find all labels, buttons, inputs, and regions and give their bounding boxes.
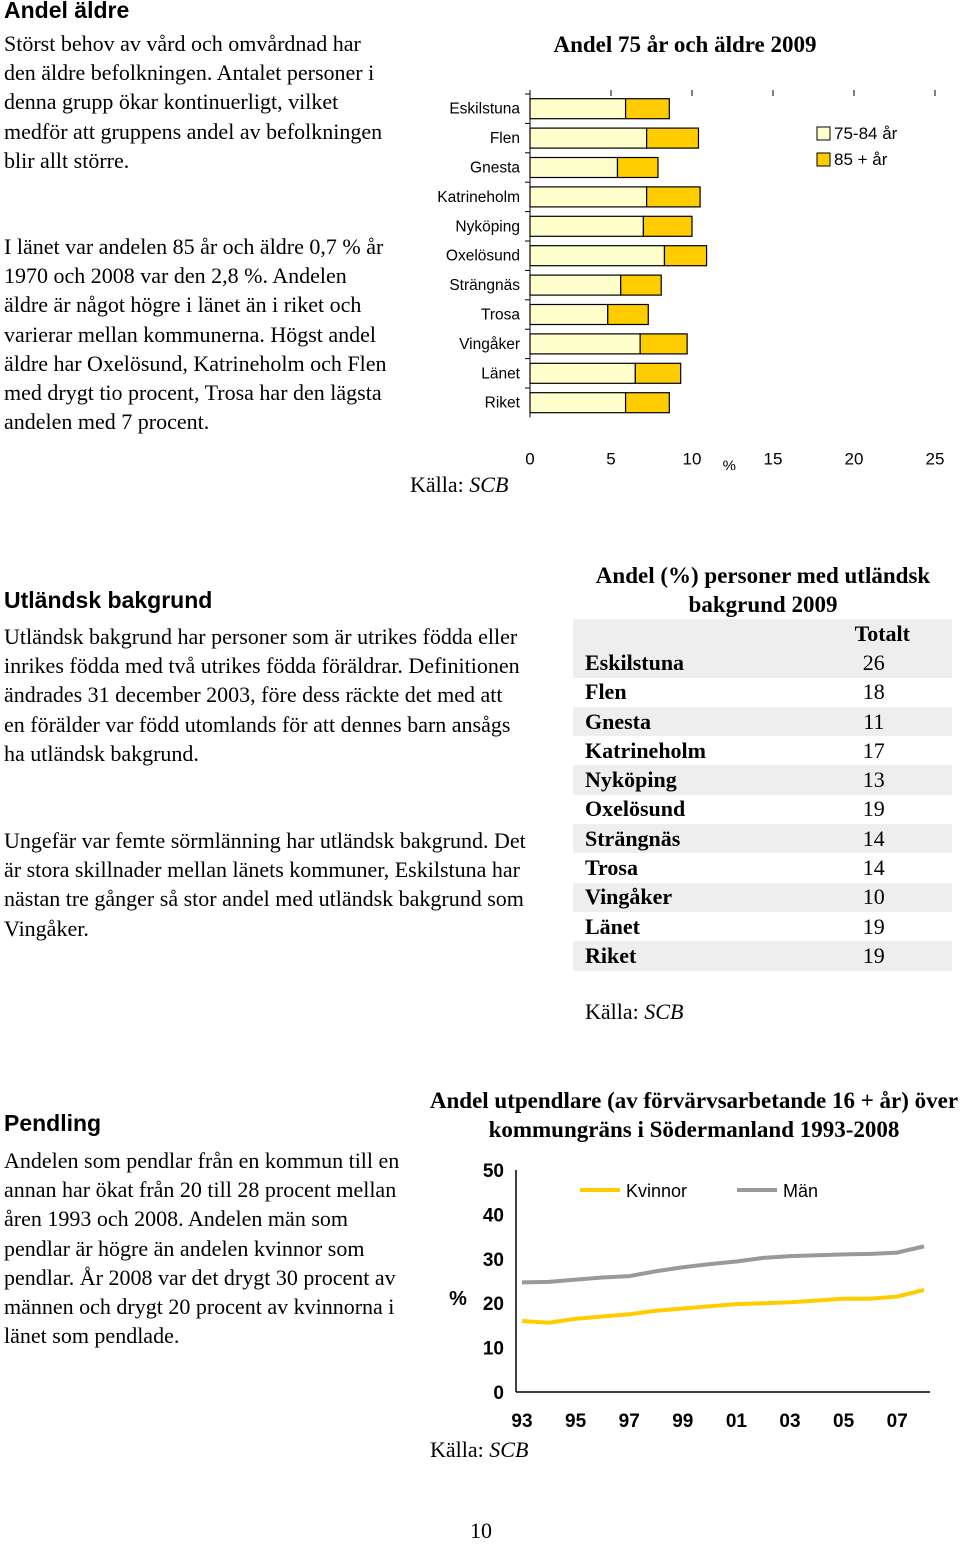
bar-85-plus	[647, 187, 700, 207]
bar-85-plus	[608, 305, 649, 325]
x-axis-label: %	[722, 457, 736, 470]
source-label: Källa:	[430, 1437, 484, 1462]
x-tick-label: 07	[886, 1411, 908, 1432]
table-cell-value: 14	[796, 824, 952, 853]
table-row	[573, 795, 952, 824]
y-tick-label: 0	[493, 1383, 504, 1404]
legend-swatch	[817, 153, 830, 166]
category-label: Strängnäs	[449, 277, 520, 295]
table-header-total: Totalt	[573, 619, 952, 648]
category-label: Eskilstuna	[449, 100, 520, 118]
source-label: Källa:	[410, 472, 464, 497]
table-cell-municipality: Strängnäs	[573, 824, 796, 853]
x-tick-label: 10	[682, 449, 702, 469]
table-cell-value: 18	[862, 679, 885, 705]
x-tick-label: 25	[925, 449, 945, 469]
paragraph-elderly-1: Störst behov av vård och omvårdnad har den äldre befolkningen. Antalet personer i denna grupp ökar kontinuerligt, vilket medför att gruppens andel av befolkningen blir allt större.	[4, 31, 383, 173]
foreign-background-table	[573, 619, 952, 971]
x-tick-label: 0	[525, 449, 535, 469]
bar-75-84	[530, 275, 621, 295]
paragraph-commuting-1: Andelen som pendlar från en kommun till en annan har ökat från 20 till 28 procent mellan åren 1993 och 2008. Andelen män som pendlar är högre än andelen kvinnor som pendlar. År 2008 var det drygt 30 procent av männen och drygt 20 procent av kvinnorna i länet som pendlade.	[4, 1148, 400, 1349]
legend-label: Kvinnor	[626, 1181, 688, 1201]
bar-85-plus	[640, 334, 687, 354]
heading-foreign: Utländsk bakgrund	[4, 587, 213, 613]
source-foreign	[585, 999, 683, 1025]
table-cell-value: 17	[862, 737, 885, 763]
table-cell-value: 19	[796, 941, 952, 970]
legend-label: Män	[783, 1181, 819, 1201]
x-tick-label: 95	[565, 1411, 587, 1432]
table-cell-municipality: Katrineholm	[585, 737, 706, 763]
bar-85-plus	[643, 216, 692, 236]
category-label: Flen	[489, 130, 520, 148]
bar-75-84	[530, 187, 647, 207]
category-label: Trosa	[480, 306, 520, 324]
table-header-row	[573, 619, 952, 648]
paragraph-elderly-2: I länet var andelen 85 år och äldre 0,7 % år 1970 och 2008 var den 2,8 %. Andelen äldre är något högre i länet än i riket och varierar mellan kommunerna. Högst andel äldre har Oxelösund, Katrineholm och Flen med drygt tio procent, Trosa har den lägsta andelen med 7 procent.	[4, 234, 387, 435]
x-tick-label: 93	[511, 1411, 533, 1432]
table-cell-value: 14	[862, 855, 885, 881]
table-row	[573, 707, 952, 736]
table-row	[573, 648, 952, 677]
heading-commuting: Pendling	[4, 1110, 102, 1136]
series-line-man	[522, 1246, 924, 1282]
table-cell-municipality: Flen	[585, 679, 627, 705]
bar-85-plus	[626, 99, 670, 119]
x-tick-label: 03	[779, 1411, 801, 1432]
x-tick-label: 05	[833, 1411, 855, 1432]
table-row	[573, 678, 952, 707]
y-tick-label: 30	[482, 1249, 504, 1271]
bar-75-84	[530, 158, 617, 178]
source-commuting	[430, 1437, 528, 1463]
y-tick-label: 10	[482, 1338, 504, 1360]
bar-85-plus	[664, 246, 706, 266]
table-row	[573, 912, 952, 941]
x-tick-label: 15	[763, 449, 783, 469]
bar-75-84	[530, 334, 640, 354]
source-label: Källa:	[585, 999, 639, 1024]
bar-85-plus	[647, 128, 699, 148]
elderly-chart-title: Andel 75 år och äldre 2009	[553, 32, 817, 57]
source-name: SCB	[644, 999, 684, 1024]
table-cell-value: 26	[796, 648, 952, 677]
elderly-bar-chart	[400, 80, 960, 470]
bar-75-84	[530, 216, 643, 236]
table-cell-municipality: Riket	[573, 941, 796, 970]
bar-85-plus	[635, 363, 680, 383]
commuting-chart-title: Andel utpendlare (av förvärvsarbetande 16 + år) över kommungräns i Södermanland 1993-2008	[429, 1088, 959, 1142]
table-cell-value: 11	[796, 707, 952, 736]
bar-75-84	[530, 305, 608, 325]
x-tick-label: 97	[618, 1411, 640, 1432]
category-label: Riket	[484, 394, 520, 412]
table-cell-municipality: Vingåker	[573, 883, 796, 912]
table-cell-municipality: Gnesta	[573, 707, 796, 736]
source-name: SCB	[489, 1437, 529, 1462]
table-cell-value: 10	[796, 883, 952, 912]
category-label: Vingåker	[459, 335, 520, 353]
table-row	[573, 941, 952, 970]
category-label: Länet	[481, 365, 520, 383]
x-tick-label: 20	[844, 449, 864, 469]
y-tick-label: 40	[482, 1205, 504, 1227]
bar-85-plus	[617, 158, 658, 178]
table-cell-municipality: Oxelösund	[585, 796, 686, 822]
x-tick-label: 01	[725, 1411, 747, 1432]
bar-75-84	[530, 363, 635, 383]
table-cell-municipality: Eskilstuna	[573, 648, 796, 677]
y-tick-label: 20	[482, 1294, 504, 1316]
y-tick-label: 50	[482, 1161, 504, 1182]
table-row	[573, 853, 952, 882]
x-tick-label: 99	[672, 1411, 694, 1432]
table-cell-value: 19	[862, 796, 885, 822]
bar-75-84	[530, 128, 647, 148]
paragraph-foreign-2: Ungefär var femte sörmlänning har utländsk bakgrund. Det är stora skillnader mellan länets kommuner, Eskilstuna har nästan tre gånger så stor andel med utländsk bakgrund som Vingåker.	[4, 828, 526, 941]
category-label: Oxelösund	[445, 247, 520, 265]
table-cell-municipality: Länet	[585, 913, 640, 939]
y-axis-label: %	[449, 1287, 467, 1310]
category-label: Gnesta	[470, 159, 520, 177]
bar-75-84	[530, 99, 626, 119]
paragraph-foreign-1: Utländsk bakgrund har personer som är utrikes födda eller inrikes födda med två utrikes födda föräldrar. Definitionen ändrades 31 december 2003, före dess räckte det med att en förälder var född utomlands för att dennes barn ansågs ha utländsk bakgrund.	[4, 624, 520, 766]
bar-75-84	[530, 246, 664, 266]
commuting-line-chart	[440, 1155, 960, 1440]
table-cell-value: 13	[796, 765, 952, 794]
legend-label: 75-84 år	[834, 124, 898, 143]
bar-75-84	[530, 393, 626, 413]
page-number: 10	[470, 1518, 492, 1543]
bar-85-plus	[626, 393, 670, 413]
series-line-kvinnor	[522, 1290, 924, 1323]
table-cell-municipality: Trosa	[585, 855, 638, 881]
table-cell-municipality: Nyköping	[573, 765, 796, 794]
x-tick-label: 5	[606, 449, 616, 469]
heading-elderly: Andel äldre	[4, 0, 130, 23]
table-row	[573, 736, 952, 765]
legend-label: 85 + år	[834, 150, 888, 169]
category-label: Katrineholm	[437, 188, 520, 206]
legend-swatch	[817, 127, 830, 140]
table-cell-value: 19	[862, 913, 885, 939]
table-row	[573, 883, 952, 912]
source-name: SCB	[469, 472, 509, 497]
foreign-table-title: Andel (%) personer med utländsk bakgrund 2009	[595, 563, 931, 617]
category-label: Nyköping	[455, 218, 520, 236]
bar-85-plus	[621, 275, 662, 295]
table-row	[573, 765, 952, 794]
table-row	[573, 824, 952, 853]
source-elderly	[410, 472, 508, 498]
